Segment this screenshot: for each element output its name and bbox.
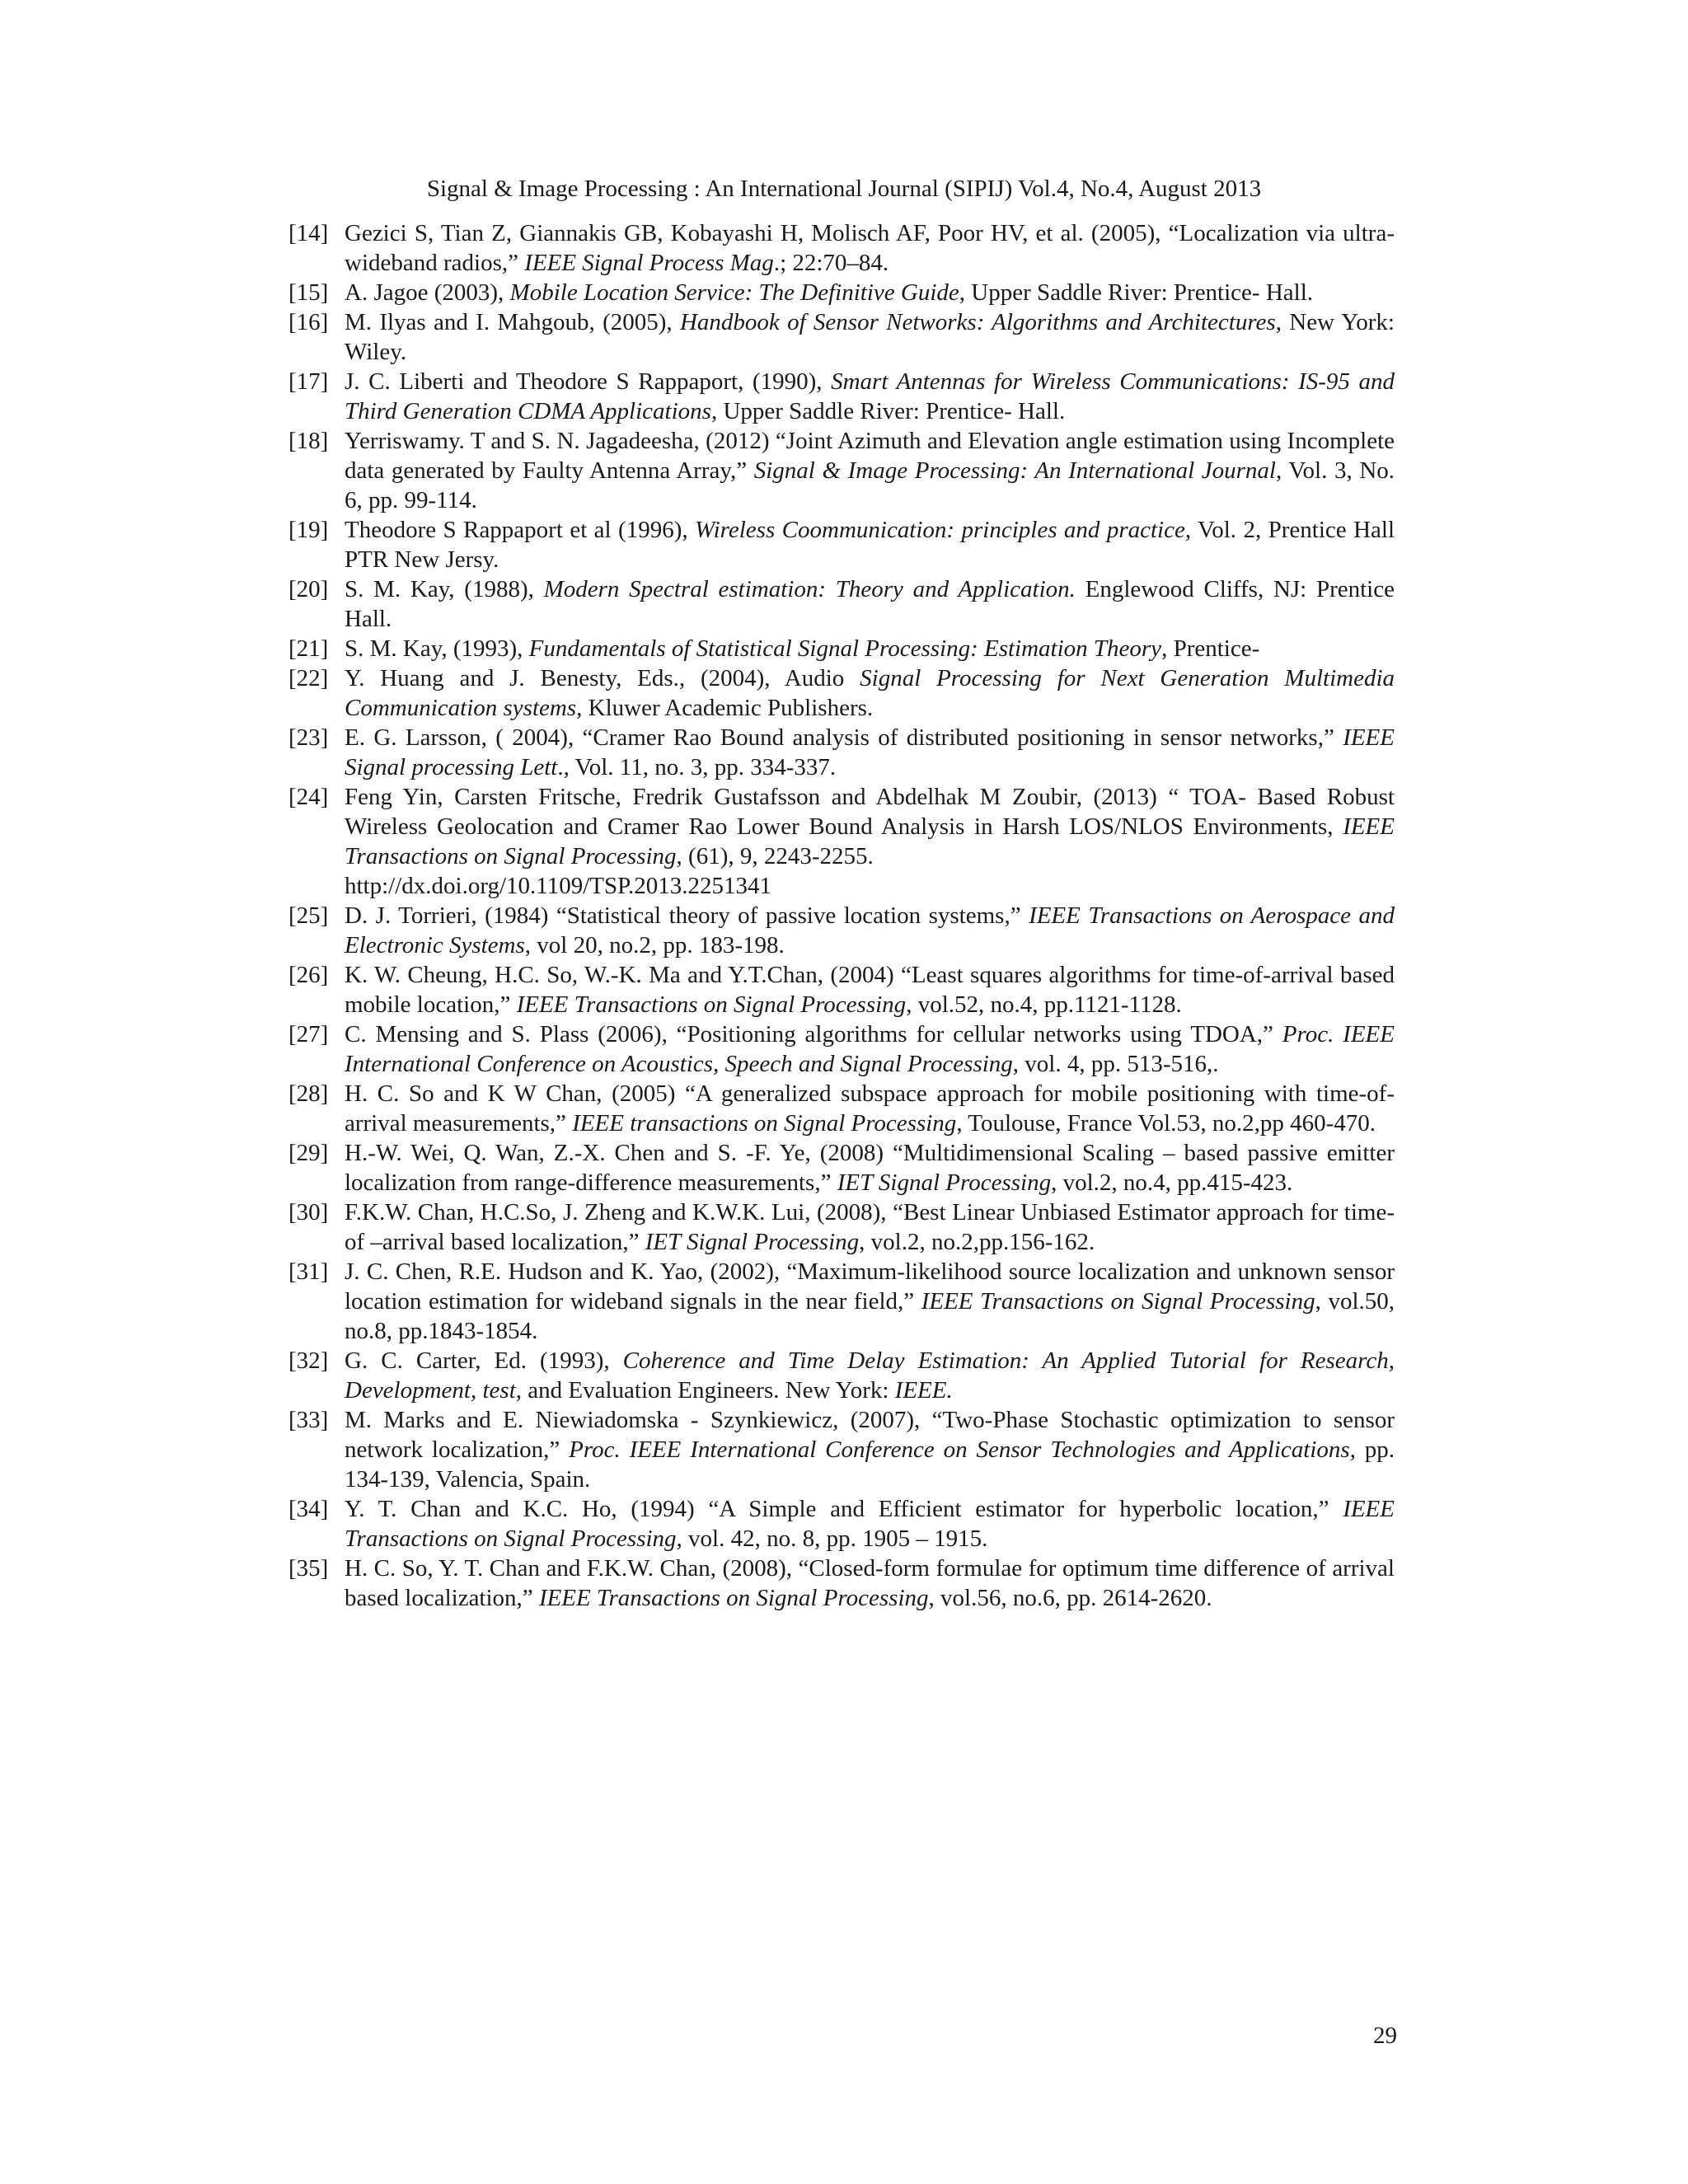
- reference-text: [345, 723, 1395, 782]
- reference-title-italic: IEEE Transactions on Signal Processing,: [345, 1496, 1395, 1552]
- running-header: Signal & Image Processing : An International Journal (SIPIJ) Vol.4, No.4, August 2013: [426, 176, 1262, 202]
- reference-text: [345, 1257, 1395, 1346]
- reference-text: [345, 960, 1395, 1019]
- reference-item: [288, 278, 1395, 307]
- reference-doi-link[interactable]: http://dx.doi.org/10.1109/TSP.2013.2251341: [345, 873, 772, 899]
- reference-title-italic: IEEE Signal processing Lett: [345, 724, 1395, 780]
- reference-text-segment: , Prentice-: [1161, 635, 1260, 662]
- reference-number: [16]: [288, 309, 329, 335]
- reference-title-italic: IEEE Transactions on Signal Processing: [345, 813, 1395, 869]
- reference-number: [29]: [288, 1140, 329, 1166]
- reference-text-segment: Feng Yin, Carsten Fritsche, Fredrik Gustafsson and Abdelhak M Zoubir, (2013) “ TOA- Based Robust Wireless Geolocation and Cramer Rao Lower Bound Analysis in Harsh LOS/NLOS Environments,: [345, 784, 1395, 840]
- reference-item: [288, 1197, 1395, 1257]
- reference-text-segment: , vol.2, no.2,pp.156-162.: [859, 1229, 1095, 1255]
- reference-number: [28]: [288, 1080, 329, 1107]
- reference-item: [288, 1079, 1395, 1138]
- reference-number: [24]: [288, 784, 329, 810]
- reference-number: [19]: [288, 517, 329, 543]
- reference-text-segment: K. W. Cheung, H.C. So, W.-K. Ma and Y.T.Chan, (2004) “Least squares algorithms for time-of-arrival based mobile location,”: [345, 962, 1395, 1018]
- reference-text-segment: S. M. Kay, (1993),: [345, 635, 529, 662]
- reference-text: [345, 1346, 1395, 1405]
- reference-number: [22]: [288, 665, 329, 691]
- reference-item: [288, 634, 1395, 663]
- reference-text: [345, 307, 1395, 367]
- reference-number: [34]: [288, 1496, 329, 1522]
- reference-text: [345, 426, 1395, 515]
- reference-item: [288, 1019, 1395, 1079]
- reference-title-italic: IEEE.: [894, 1377, 953, 1404]
- reference-text-segment: , vol.52, no.4, pp.1121-1128.: [906, 991, 1182, 1018]
- reference-text: [345, 1554, 1395, 1613]
- reference-title-italic: Mobile Location Service: The Definitive Guide: [509, 279, 959, 306]
- reference-text-segment: F.K.W. Chan, H.C.So, J. Zheng and K.W.K. Lui, (2008), “Best Linear Unbiased Estimator approach for time-of –arrival based localization,”: [345, 1199, 1395, 1255]
- reference-number: [35]: [288, 1555, 329, 1582]
- reference-item: [288, 515, 1395, 574]
- reference-item: [288, 218, 1395, 278]
- reference-title-italic: IET Signal Processing: [837, 1169, 1052, 1196]
- reference-number: [33]: [288, 1407, 329, 1433]
- reference-text-segment: J. C. Liberti and Theodore S Rappaport, (1990),: [345, 368, 832, 395]
- reference-title-italic: Proc. IEEE International Conference on Sensor Technologies and Applications,: [569, 1436, 1356, 1463]
- reference-number: [25]: [288, 902, 329, 929]
- reference-text: [345, 1405, 1395, 1494]
- reference-item: [288, 574, 1395, 634]
- reference-number: [26]: [288, 962, 329, 988]
- reference-number: [27]: [288, 1021, 329, 1047]
- reference-text: [345, 218, 1395, 278]
- reference-text-segment: Y. Huang and J. Benesty, Eds., (2004), Audio: [345, 665, 860, 691]
- reference-title-italic: IEEE Transactions on Aerospace and Electronic Systems: [345, 902, 1395, 958]
- reference-title-italic: Fundamentals of Statistical Signal Processing: Estimation Theory: [528, 635, 1162, 662]
- reference-text: [345, 634, 1395, 663]
- reference-text-segment: , vol 20, no.2, pp. 183-198.: [524, 932, 785, 958]
- reference-text-segment: , Vol. 3, No. 6, pp. 99-114.: [345, 457, 1395, 513]
- reference-text-segment: ., Vol. 11, no. 3, pp. 334-337.: [557, 754, 837, 780]
- reference-text-segment: Theodore S Rappaport et al (1996),: [345, 517, 696, 543]
- reference-item: [288, 307, 1395, 367]
- reference-number: [21]: [288, 635, 329, 662]
- reference-text-segment: H. C. So, Y. T. Chan and F.K.W. Chan, (2008), “Closed-form formulae for optimum time difference of arrival based localization,”: [345, 1555, 1395, 1611]
- reference-text-segment: A. Jagoe (2003),: [345, 279, 510, 306]
- reference-text-segment: pp. 134-139, Valencia, Spain.: [345, 1436, 1395, 1493]
- reference-text: [345, 1079, 1395, 1138]
- reference-item: [288, 723, 1395, 782]
- reference-text-segment: J. C. Chen, R.E. Hudson and K. Yao, (2002), “Maximum-likelihood source localization and unknown sensor location estimation for wideband signals in the near field,”: [345, 1258, 1395, 1315]
- reference-title-italic: Coherence and Time Delay Estimation: An Applied Tutorial for Research, Development, test: [345, 1347, 1395, 1404]
- reference-text: [345, 367, 1395, 426]
- reference-text-segment: , Toulouse, France Vol.53, no.2,pp 460-470.: [956, 1110, 1376, 1137]
- reference-text-segment: D. J. Torrieri, (1984) “Statistical theory of passive location systems,”: [345, 902, 1029, 929]
- reference-title-italic: IEEE Transactions on Signal Processing: [538, 1585, 929, 1611]
- reference-item: [288, 1494, 1395, 1554]
- reference-text: [345, 901, 1395, 960]
- page-number: 29: [1373, 2022, 1397, 2049]
- reference-text-segment: , Upper Saddle River: Prentice- Hall.: [710, 398, 1066, 424]
- reference-item: [288, 782, 1395, 901]
- reference-text: [345, 782, 1395, 901]
- reference-number: [32]: [288, 1347, 329, 1374]
- reference-text: [345, 1197, 1395, 1257]
- reference-text-segment: , Upper Saddle River: Prentice- Hall.: [959, 279, 1314, 306]
- reference-text-segment: H.-W. Wei, Q. Wan, Z.-X. Chen and S. -F. Ye, (2008) “Multidimensional Scaling – based passive emitter localization from range-difference measurements,”: [345, 1140, 1395, 1196]
- reference-text-segment: vol. 42, no. 8, pp. 1905 – 1915.: [682, 1526, 988, 1552]
- reference-text-segment: M. Marks and E. Niewiadomska - Szynkiewicz, (2007), “Two-Phase Stochastic optimization to sensor network localization,”: [345, 1407, 1395, 1463]
- reference-text: [345, 1019, 1395, 1079]
- reference-text-segment: G. C. Carter, Ed. (1993),: [345, 1347, 623, 1374]
- reference-number: [20]: [288, 576, 329, 602]
- reference-text: [345, 663, 1395, 723]
- reference-number: [30]: [288, 1199, 329, 1226]
- reference-number: [14]: [288, 220, 329, 246]
- reference-item: [288, 367, 1395, 426]
- reference-text: [345, 1494, 1395, 1554]
- reference-text-segment: , vol.56, no.6, pp. 2614-2620.: [928, 1585, 1212, 1611]
- reference-number: [17]: [288, 368, 329, 395]
- reference-text: [345, 1138, 1395, 1197]
- reference-text-segment: S. M. Kay, (1988),: [345, 576, 544, 602]
- reference-text-segment: C. Mensing and S. Plass (2006), “Positioning algorithms for cellular networks using TDOA,”: [345, 1021, 1282, 1047]
- reference-item: [288, 1405, 1395, 1494]
- reference-text-segment: M. Ilyas and I. Mahgoub, (2005),: [345, 309, 680, 335]
- reference-item: [288, 1257, 1395, 1346]
- reference-item: [288, 663, 1395, 723]
- reference-text-segment: , and Evaluation Engineers. New York:: [515, 1377, 895, 1404]
- reference-number: [15]: [288, 279, 329, 306]
- reference-text-segment: Yerriswamy. T and S. N. Jagadeesha, (2012) “Joint Azimuth and Elevation angle estimation using Incomplete data generated by Faulty Antenna Array,”: [345, 428, 1395, 484]
- reference-item: [288, 901, 1395, 960]
- reference-title-italic: IET Signal Processing: [645, 1229, 860, 1255]
- reference-text-segment: , Kluwer Academic Publishers.: [576, 695, 874, 721]
- reference-text: [345, 574, 1395, 634]
- reference-item: [288, 1346, 1395, 1405]
- reference-item: [288, 426, 1395, 515]
- reference-number: [23]: [288, 724, 329, 751]
- reference-text-segment: H. C. So and K W Chan, (2005) “A generalized subspace approach for mobile positioning with time-of-arrival measurements,”: [345, 1080, 1395, 1137]
- reference-text-segment: .; 22:70–84.: [773, 250, 889, 276]
- reference-text-segment: Gezici S, Tian Z, Giannakis GB, Kobayashi H, Molisch AF, Poor HV, et al. (2005), “Localization via ultra-wideband radios,”: [345, 220, 1395, 276]
- reference-text-segment: , New York: Wiley.: [345, 309, 1395, 365]
- reference-title-italic: Signal Processing for Next Generation Multimedia Communication systems: [345, 665, 1395, 721]
- reference-title-italic: Wireless Coommunication: principles and practice: [695, 517, 1185, 543]
- reference-title-italic: Proc. IEEE International Conference on Acoustics, Speech and Signal Processing: [345, 1021, 1395, 1077]
- reference-list: [288, 218, 1395, 1613]
- reference-title-italic: IEEE Transactions on Signal Processing: [516, 991, 907, 1018]
- reference-title-italic: IEEE Transactions on Signal Processing: [921, 1288, 1315, 1315]
- reference-title-italic: IEEE transactions on Signal Processing: [572, 1110, 957, 1137]
- reference-text-segment: , vol.2, no.4, pp.415-423.: [1051, 1169, 1293, 1196]
- reference-number: [18]: [288, 428, 329, 454]
- reference-title-italic: Handbook of Sensor Networks: Algorithms and Architectures: [679, 309, 1276, 335]
- reference-item: [288, 1138, 1395, 1197]
- reference-title-italic: IEEE Signal Process Mag: [524, 250, 774, 276]
- reference-text-segment: , vol.50, no.8, pp.1843-1854.: [345, 1288, 1395, 1344]
- reference-text-segment: , Vol. 2, Prentice Hall PTR New Jersy.: [345, 517, 1395, 573]
- reference-item: [288, 960, 1395, 1019]
- reference-title-italic: Smart Antennas for Wireless Communications: IS-95 and Third Generation CDMA Applications: [345, 368, 1395, 424]
- reference-text-segment: E. G. Larsson, ( 2004), “Cramer Rao Bound analysis of distributed positioning in sensor networks,”: [345, 724, 1343, 751]
- reference-number: [31]: [288, 1258, 329, 1285]
- reference-item: [288, 1554, 1395, 1613]
- reference-text-segment: Y. T. Chan and K.C. Ho, (1994) “A Simple and Efficient estimator for hyperbolic location,”: [345, 1496, 1343, 1522]
- reference-text-segment: , (61), 9, 2243-2255.: [676, 843, 874, 869]
- reference-text-segment: Englewood Cliffs, NJ: Prentice Hall.: [345, 576, 1395, 632]
- reference-text: [345, 278, 1395, 307]
- reference-text: [345, 515, 1395, 574]
- reference-title-italic: Modern Spectral estimation: Theory and Application.: [543, 576, 1076, 602]
- reference-text-segment: , vol. 4, pp. 513-516,.: [1012, 1051, 1219, 1077]
- reference-title-italic: Signal & Image Processing: An International Journal: [753, 457, 1276, 484]
